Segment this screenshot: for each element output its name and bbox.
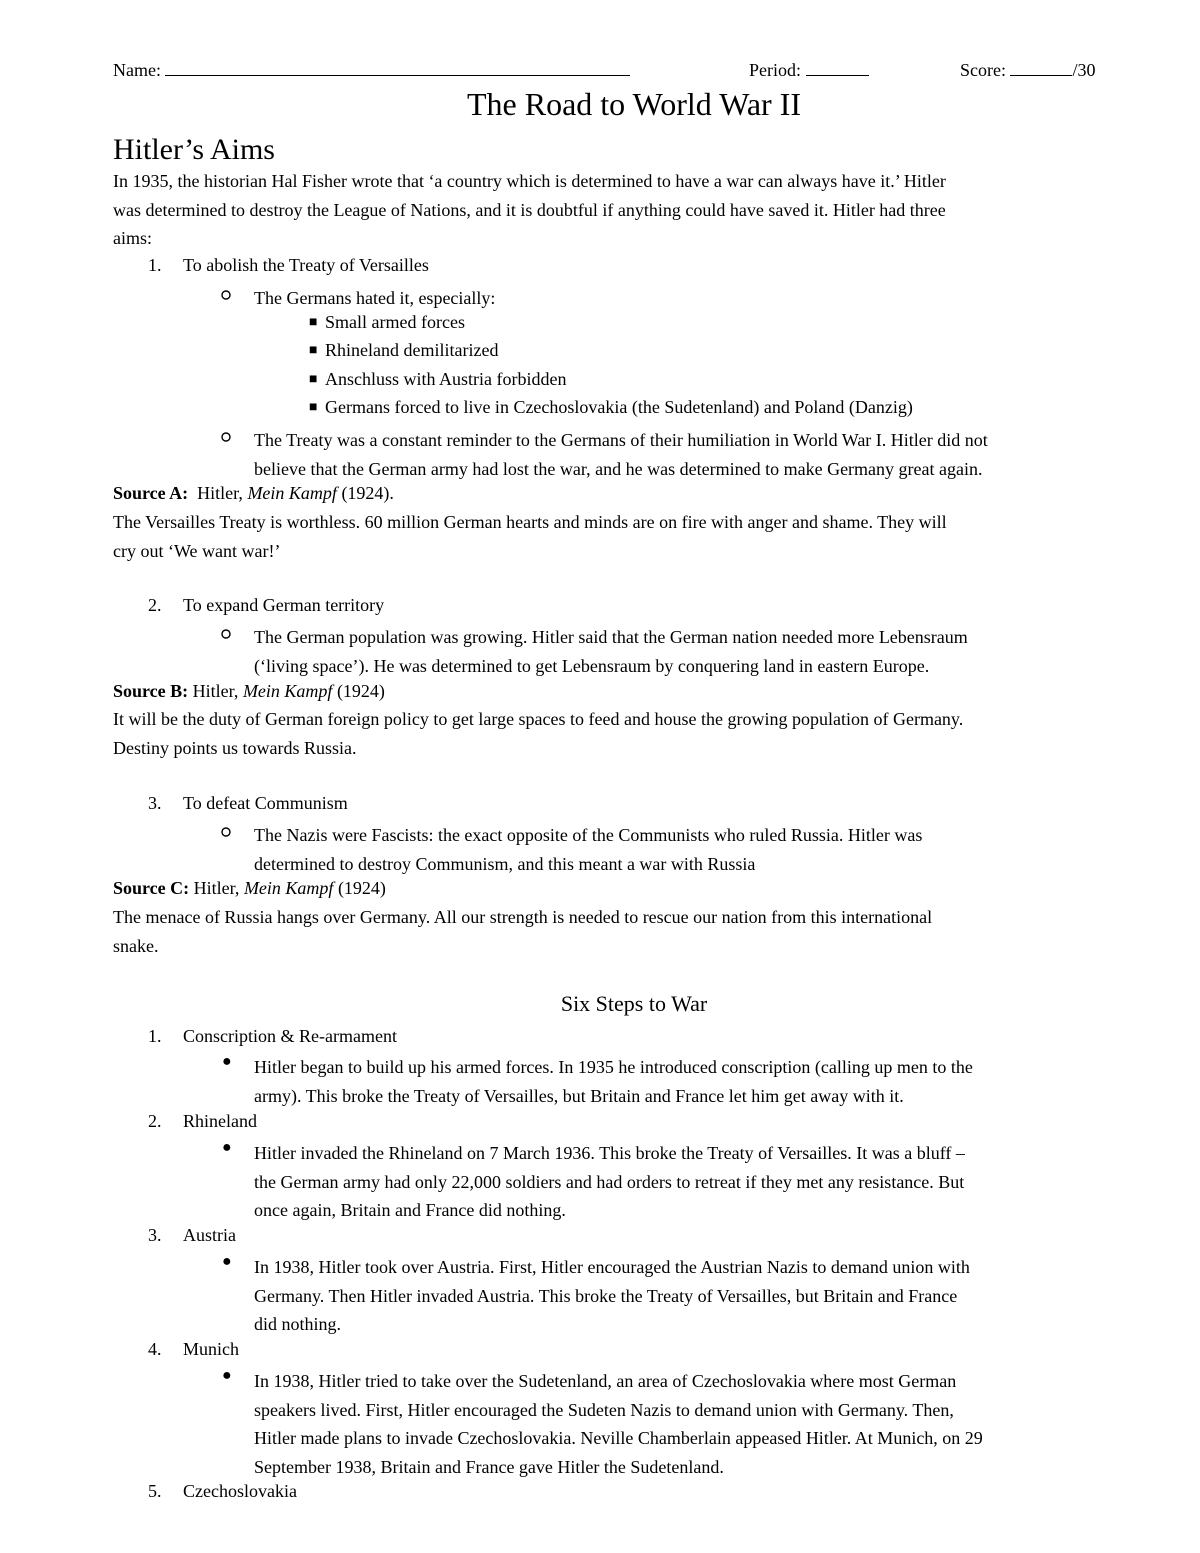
- square-bullet-icon: ■: [309, 400, 318, 415]
- aim-1-title: To abolish the Treaty of Versailles: [183, 255, 429, 275]
- intro-line: was determined to destroy the League of Nations, and it is doubtful if anything could have saved it. Hitler had three: [113, 199, 946, 220]
- step-4-number: 4.: [148, 1339, 162, 1359]
- aim-1-number: 1.: [148, 255, 162, 275]
- source-a-heading: [113, 483, 394, 504]
- step-1-title: Conscription & Re-armament: [183, 1026, 397, 1046]
- sub-item: Germans forced to live in Czechoslovakia (the Sudetenland) and Poland (Danzig): [325, 397, 913, 417]
- quote-line: snake.: [113, 935, 159, 956]
- step-line: once again, Britain and France did nothing.: [254, 1200, 566, 1220]
- score-label: Score:: [960, 60, 1006, 80]
- aims-heading: Hitler’s Aims: [113, 133, 275, 166]
- sub-item: Small armed forces: [325, 312, 465, 332]
- source-label: Source A:: [113, 483, 189, 503]
- source-work: Mein Kampf: [242, 681, 333, 701]
- step-line: In 1938, Hitler tried to take over the Sudetenland, an area of Czechoslovakia where most German: [254, 1371, 957, 1391]
- source-b-heading: [113, 681, 385, 702]
- step-5-title: Czechoslovakia: [183, 1481, 297, 1501]
- square-bullet-icon: ■: [309, 315, 318, 330]
- dot-bullet-icon: ●: [222, 1053, 232, 1070]
- source-a-quote: [113, 508, 1153, 565]
- page-title: The Road to World War II: [466, 86, 802, 122]
- sub-item: Anschluss with Austria forbidden: [325, 369, 567, 389]
- aims-intro: [113, 167, 1153, 253]
- aim-2-number: 2.: [148, 595, 162, 615]
- name-label: Name:: [113, 60, 161, 80]
- aim-3-title: To defeat Communism: [183, 793, 348, 813]
- score-blank[interactable]: [1010, 59, 1072, 76]
- step-line: Hitler began to build up his armed forces. In 1935 he introduced conscription (calling up men to the: [254, 1057, 973, 1077]
- step-3-number: 3.: [148, 1225, 162, 1245]
- aim-1-bullet: The Germans hated it, especially:: [254, 288, 496, 308]
- quote-line: The Versailles Treaty is worthless. 60 million German hearts and minds are on fire with anger and shame. They will: [113, 512, 947, 532]
- step-line: Germany. Then Hitler invaded Austria. This broke the Treaty of Versailles, but Britain and France: [254, 1285, 958, 1306]
- source-author: Hitler,: [189, 878, 244, 898]
- name-field: [113, 59, 630, 81]
- step-line: Hitler invaded the Rhineland on 7 March 1936. This broke the Treaty of Versailles. It was a bluff –: [254, 1143, 965, 1163]
- period-field: [749, 59, 869, 81]
- step-3-text: [254, 1253, 1154, 1339]
- step-line: speakers lived. First, Hitler encouraged the Sudeten Nazis to demand union with Germany. Then,: [254, 1399, 954, 1420]
- score-total: /30: [1072, 60, 1096, 80]
- source-author: Hitler,: [188, 681, 243, 701]
- circle-bullet-icon: [220, 826, 242, 842]
- aim-1-bullet-2: [254, 426, 1154, 483]
- steps-heading: Six Steps to War: [560, 991, 708, 1016]
- aim-2-bullet: [254, 623, 1154, 680]
- bullet-line: believe that the German army had lost the war, and he was determined to make Germany great again.: [254, 458, 983, 479]
- dot-bullet-icon: ●: [222, 1253, 232, 1270]
- circle-bullet-icon: [220, 289, 242, 305]
- step-5-number: 5.: [148, 1481, 162, 1501]
- intro-line: In 1935, the historian Hal Fisher wrote that ‘a country which is determined to have a war can always have it.’ Hitler: [113, 171, 946, 191]
- source-year: (1924): [332, 681, 385, 701]
- source-year: (1924).: [336, 483, 394, 503]
- aim-2-title: To expand German territory: [183, 595, 385, 615]
- step-4-text: [254, 1367, 1154, 1481]
- dot-bullet-icon: ●: [222, 1367, 232, 1384]
- step-4-title: Munich: [183, 1339, 239, 1359]
- quote-line: Destiny points us towards Russia.: [113, 737, 357, 758]
- source-work: Mein Kampf: [247, 483, 337, 503]
- quote-line: cry out ‘We want war!’: [113, 540, 281, 561]
- period-label: Period:: [749, 60, 801, 80]
- quote-line: It will be the duty of German foreign policy to get large spaces to feed and house the growing population of Germany.: [113, 709, 964, 729]
- step-line: Hitler made plans to invade Czechoslovakia. Neville Chamberlain appeased Hitler. At Munich, on 29: [254, 1428, 983, 1448]
- aim-3-number: 3.: [148, 793, 162, 813]
- aim-3-bullet: [254, 821, 1154, 878]
- step-1-text: [254, 1053, 1154, 1110]
- source-year: (1924): [333, 878, 386, 898]
- name-blank[interactable]: [165, 59, 630, 76]
- source-author: Hitler,: [188, 483, 248, 503]
- source-c-quote: [113, 903, 1153, 960]
- bullet-line: The German population was growing. Hitler said that the German nation needed more Lebensraum: [254, 627, 968, 647]
- period-blank[interactable]: [806, 59, 869, 76]
- square-bullet-icon: ■: [309, 343, 318, 358]
- step-line: In 1938, Hitler took over Austria. First, Hitler encouraged the Austrian Nazis to demand union with: [254, 1257, 970, 1277]
- source-work: Mein Kampf: [243, 878, 334, 898]
- intro-line: aims:: [113, 228, 152, 248]
- circle-bullet-icon: [220, 431, 242, 447]
- source-label: Source C:: [113, 878, 190, 898]
- circle-bullet-icon: [220, 628, 242, 644]
- score-field: [960, 59, 1096, 81]
- step-2-text: [254, 1139, 1154, 1225]
- square-bullet-icon: ■: [309, 372, 318, 387]
- bullet-line: (‘living space’). He was determined to get Lebensraum by conquering land in eastern Europe.: [254, 655, 930, 676]
- source-c-heading: [113, 878, 386, 899]
- bullet-line: The Treaty was a constant reminder to the Germans of their humiliation in World War I. Hitler did not: [254, 430, 988, 450]
- sub-item: Rhineland demilitarized: [325, 340, 499, 360]
- source-label: Source B:: [113, 681, 189, 701]
- step-3-title: Austria: [183, 1225, 236, 1245]
- step-line: the German army had only 22,000 soldiers and had orders to retreat if they met any resistance. But: [254, 1171, 965, 1192]
- step-line: did nothing.: [254, 1314, 342, 1334]
- step-1-number: 1.: [148, 1026, 162, 1046]
- bullet-line: determined to destroy Communism, and this meant a war with Russia: [254, 853, 756, 874]
- bullet-line: The Nazis were Fascists: the exact opposite of the Communists who ruled Russia. Hitler was: [254, 825, 923, 845]
- source-b-quote: [113, 705, 1153, 762]
- quote-line: The menace of Russia hangs over Germany. All our strength is needed to rescue our nation from this international: [113, 907, 933, 927]
- dot-bullet-icon: ●: [222, 1139, 232, 1156]
- step-2-number: 2.: [148, 1111, 162, 1131]
- step-line: army). This broke the Treaty of Versailles, but Britain and France let him get away with it.: [254, 1085, 904, 1106]
- step-2-title: Rhineland: [183, 1111, 257, 1131]
- step-line: September 1938, Britain and France gave Hitler the Sudetenland.: [254, 1456, 724, 1477]
